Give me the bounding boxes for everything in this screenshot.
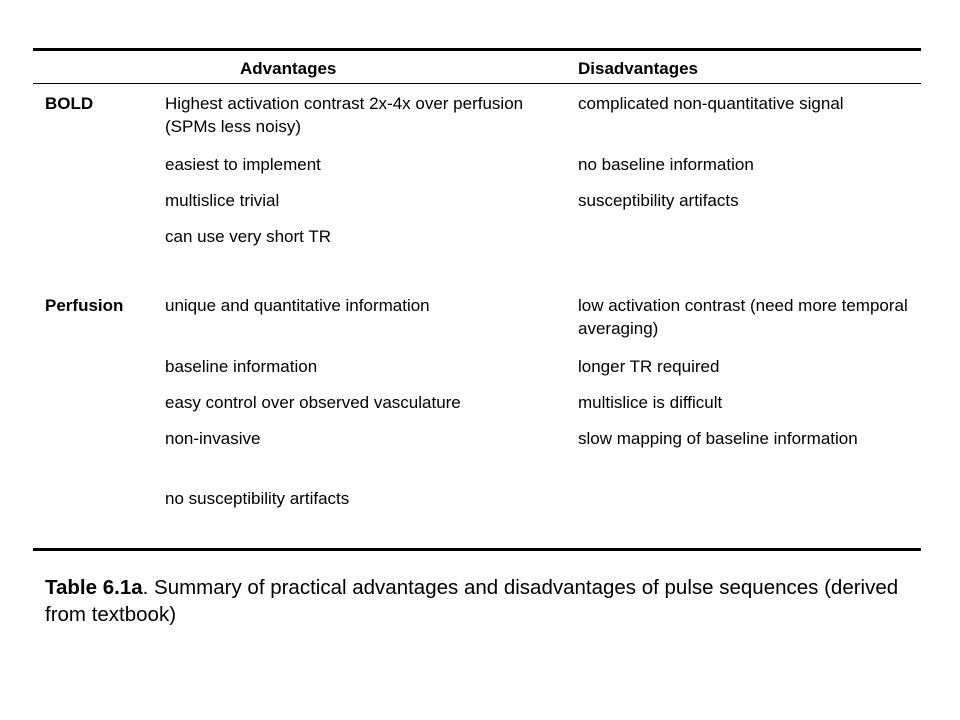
bold-advantage-2: easiest to implement: [165, 155, 321, 174]
perfusion-disadvantage-2: longer TR required: [578, 357, 720, 376]
caption-text: . Summary of practical advantages and disadvantages of pulse sequences (derived from textbook): [45, 576, 899, 626]
perfusion-disadvantage-3: multislice is difficult: [578, 393, 723, 412]
bold-disadvantage-3: susceptibility artifacts: [578, 191, 739, 210]
header-advantages: Advantages: [240, 59, 337, 78]
header-disadvantages: Disadvantages: [578, 59, 698, 78]
caption-label: Table 6.1a: [45, 576, 143, 599]
bold-advantage-1: Highest activation contrast 2x-4x over perfusion (SPMs less noisy): [165, 94, 524, 136]
perfusion-disadvantage-4: slow mapping of baseline information: [578, 429, 858, 448]
bold-advantage-3: multislice trivial: [165, 191, 280, 210]
perfusion-advantage-3: easy control over observed vasculature: [165, 393, 461, 412]
perfusion-advantage-2: baseline information: [165, 357, 318, 376]
row-label-perfusion: Perfusion: [45, 296, 124, 315]
bold-disadvantage-2: no baseline information: [578, 155, 754, 174]
bold-disadvantage-1: complicated non-quantitative signal: [578, 94, 844, 113]
bold-advantage-4: can use very short TR: [165, 227, 331, 246]
perfusion-disadvantage-1: low activation contrast (need more temporal averaging): [578, 296, 908, 338]
table-top-rule: [33, 48, 921, 51]
perfusion-advantage-1: unique and quantitative information: [165, 296, 430, 315]
row-label-bold: BOLD: [45, 94, 94, 113]
perfusion-advantage-5: no susceptibility artifacts: [165, 489, 350, 508]
table-caption: [45, 574, 905, 628]
table-bottom-rule: [33, 548, 921, 551]
perfusion-advantage-4: non-invasive: [165, 429, 261, 448]
header-divider: [33, 83, 921, 84]
